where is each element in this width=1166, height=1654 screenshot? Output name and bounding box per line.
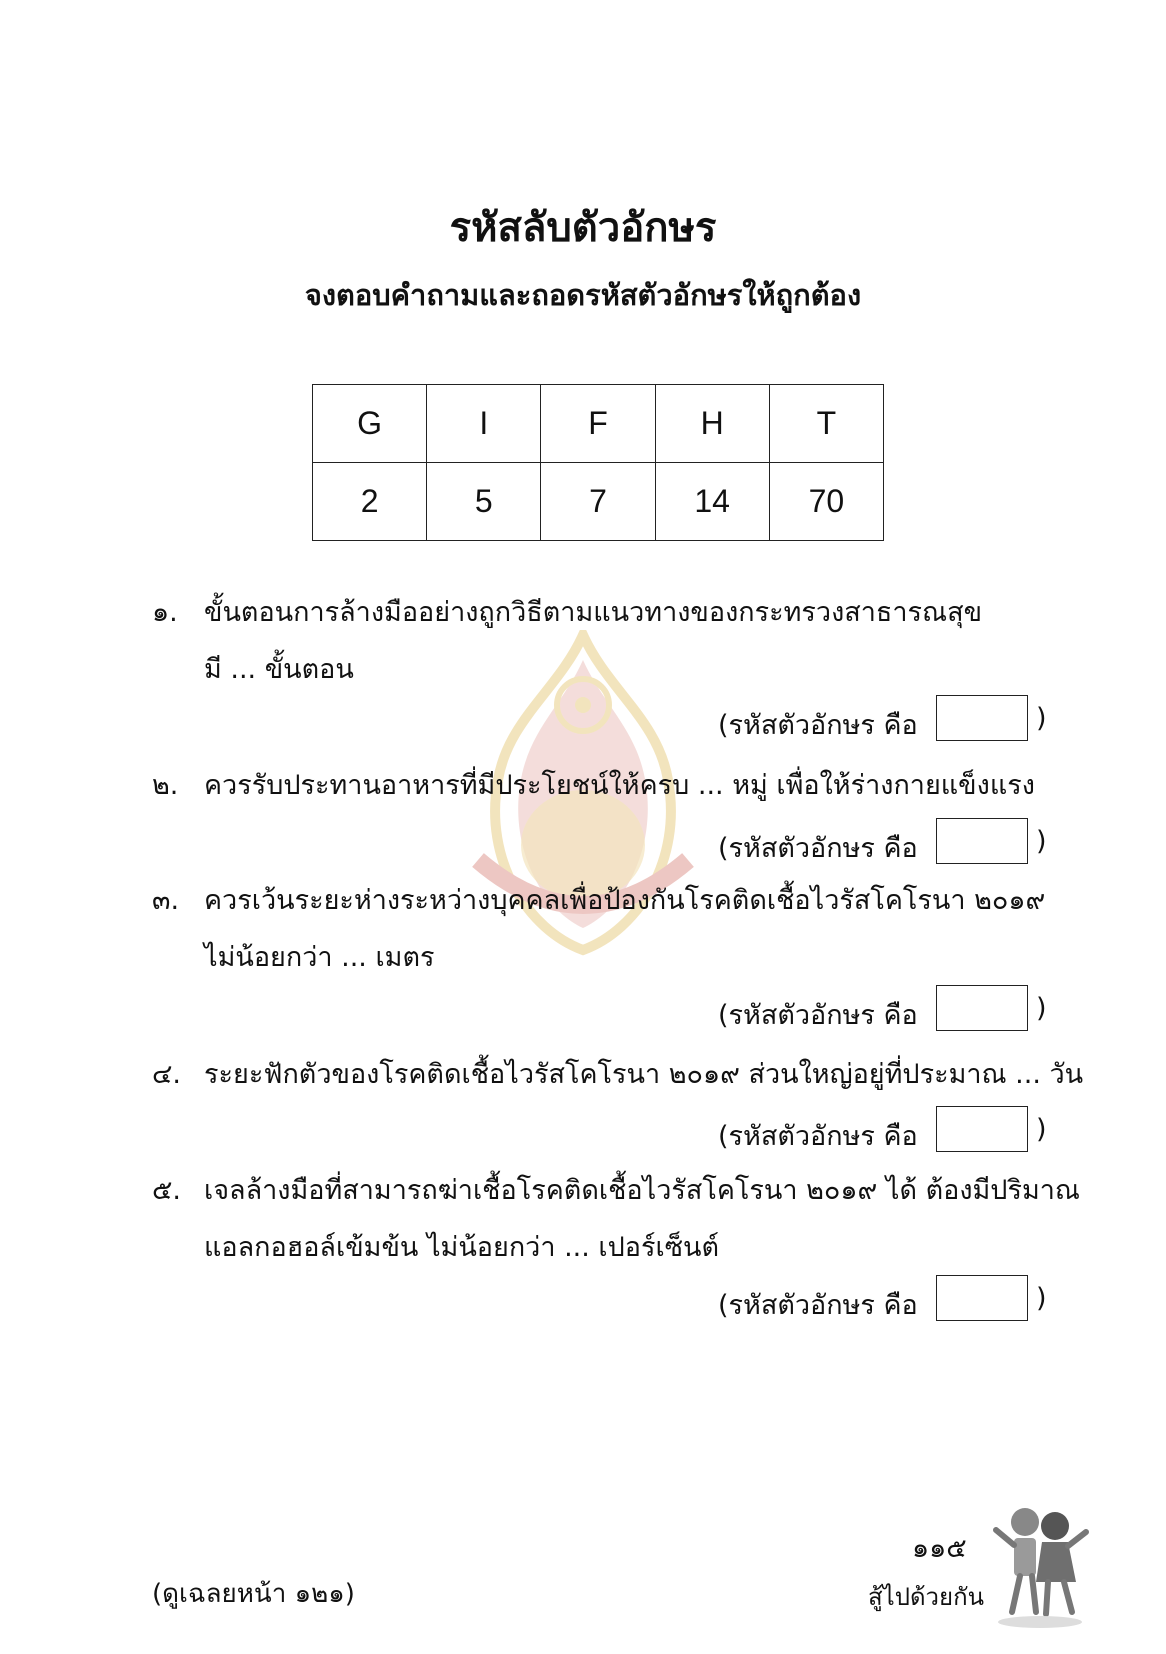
question-text: ขั้นตอนการล้างมืออย่างถูกวิธีตามแนวทางของกระทรวงสาธารณสุข	[204, 597, 983, 628]
answer-close-paren: )	[1036, 1283, 1047, 1314]
answer-close-paren: )	[1036, 703, 1047, 734]
question-text: ไม่น้อยกว่า ... เมตร	[204, 942, 435, 973]
answer-close-paren: )	[1036, 993, 1047, 1024]
code-number-cell: 7	[541, 463, 655, 541]
page-number: ๑๑๕	[912, 1533, 967, 1564]
question-text: ควรรับประทานอาหารที่มีประโยชน์ให้ครบ ... หมู่ เพื่อให้ร่างกายแข็งแรง	[204, 770, 1035, 801]
question-text: เจลล้างมือที่สามารถฆ่าเชื้อโรคติดเชื้อไวรัสโคโรนา ๒๐๑๙ ได้ ต้องมีปริมาณ	[204, 1175, 1080, 1206]
code-letter-row	[313, 385, 884, 463]
answer-box[interactable]	[936, 985, 1028, 1031]
answer-key-note: (ดูเฉลยหน้า ๑๒๑)	[152, 1579, 355, 1609]
answer-row	[718, 1275, 1048, 1325]
page-subtitle: จงตอบคำถามและถอดรหัสตัวอักษรให้ถูกต้อง	[304, 278, 862, 312]
answer-label: (รหัสตัวอักษร คือ	[718, 1000, 918, 1031]
kids-illustration-icon	[990, 1500, 1090, 1630]
answer-box[interactable]	[936, 1275, 1028, 1321]
question-number: ๕.	[152, 1175, 182, 1206]
question-text: แอลกอฮอล์เข้มข้น ไม่น้อยกว่า ... เปอร์เซ็นต์	[204, 1232, 720, 1263]
code-table	[312, 384, 884, 541]
answer-label: (รหัสตัวอักษร คือ	[718, 1290, 918, 1321]
answer-label: (รหัสตัวอักษร คือ	[718, 1121, 918, 1152]
question-text: ควรเว้นระยะห่างระหว่างบุคคลเพื่อป้องกันโรคติดเชื้อไวรัสโคโรนา ๒๐๑๙	[204, 885, 1046, 916]
answer-row	[718, 1106, 1048, 1156]
question-number: ๓.	[152, 885, 180, 916]
answer-close-paren: )	[1036, 826, 1047, 857]
question-number: ๒.	[152, 770, 179, 801]
answer-label: (รหัสตัวอักษร คือ	[718, 710, 918, 741]
answer-box[interactable]	[936, 1106, 1028, 1152]
code-letter-cell: H	[655, 385, 769, 463]
code-number-row	[313, 463, 884, 541]
code-number-cell: 5	[427, 463, 541, 541]
code-number-cell: 70	[769, 463, 883, 541]
question-number: ๑.	[152, 597, 178, 628]
answer-row	[718, 695, 1048, 745]
page-title: รหัสลับตัวอักษร	[449, 205, 717, 251]
code-number-cell: 14	[655, 463, 769, 541]
answer-label: (รหัสตัวอักษร คือ	[718, 833, 918, 864]
tagline: สู้ไปด้วยกัน	[868, 1583, 985, 1611]
code-letter-cell: G	[313, 385, 427, 463]
question-text: ระยะฟักตัวของโรคติดเชื้อไวรัสโคโรนา ๒๐๑๙ ส่วนใหญ่อยู่ที่ประมาณ ... วัน	[204, 1059, 1084, 1090]
question-text: มี ... ขั้นตอน	[204, 654, 354, 685]
code-letter-cell: F	[541, 385, 655, 463]
question-number: ๔.	[152, 1059, 182, 1090]
answer-row	[718, 818, 1048, 868]
code-number-cell: 2	[313, 463, 427, 541]
answer-box[interactable]	[936, 695, 1028, 741]
answer-row	[718, 985, 1048, 1035]
answer-box[interactable]	[936, 818, 1028, 864]
answer-close-paren: )	[1036, 1114, 1047, 1145]
code-letter-cell: I	[427, 385, 541, 463]
code-letter-cell: T	[769, 385, 883, 463]
